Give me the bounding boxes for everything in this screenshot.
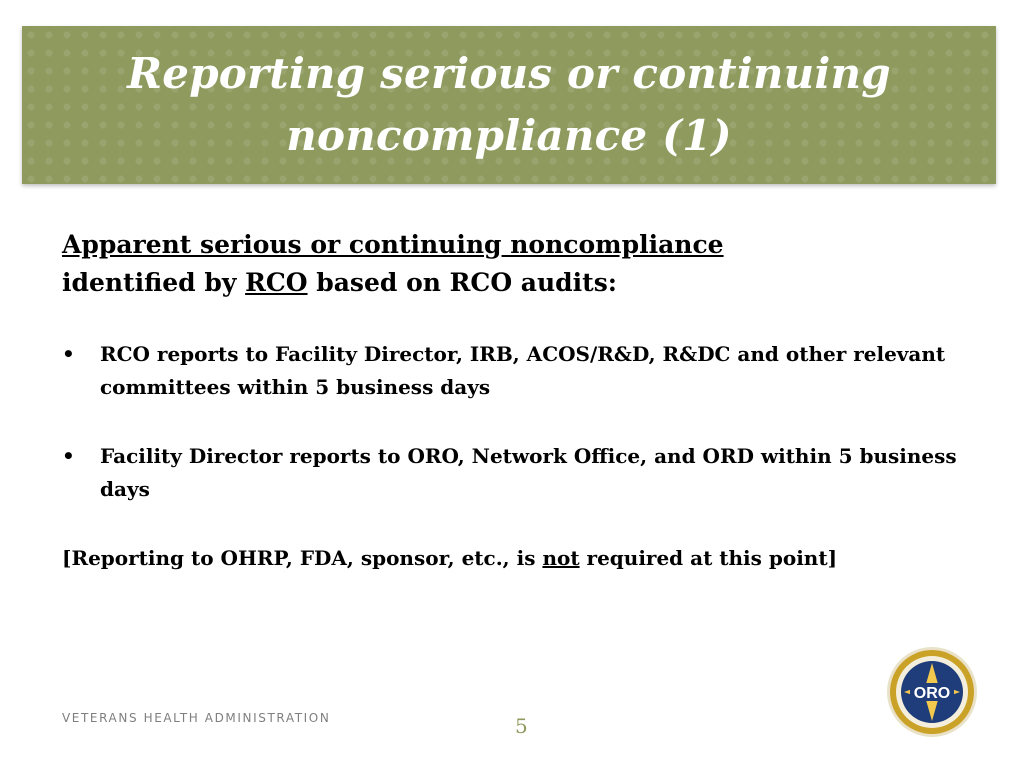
title-line-2: noncompliance (1) <box>286 111 732 160</box>
bullet-mark: • <box>62 444 75 468</box>
section-heading <box>62 226 982 302</box>
title-banner <box>22 26 996 184</box>
heading-underlined: Apparent serious or continuing noncompliance <box>62 230 724 259</box>
note-before: [Reporting to OHRP, FDA, sponsor, etc., is <box>62 546 543 570</box>
slide-title <box>69 43 949 167</box>
note <box>62 542 982 575</box>
bullet-text: Facility Director reports to ORO, Network Office, and ORD within 5 business days <box>100 444 957 501</box>
bullet-item <box>62 338 982 404</box>
note-not: not <box>542 546 580 570</box>
page-number: 5 <box>515 714 528 738</box>
footer-organization: VETERANS HEALTH ADMINISTRATION <box>62 711 331 725</box>
heading-part-1: identified by <box>62 268 246 297</box>
title-line-1: Reporting serious or continuing <box>127 49 891 98</box>
bullet-text: RCO reports to Facility Director, IRB, ACOS/R&D, R&DC and other relevant committees within 5 business days <box>100 342 946 399</box>
heading-rco: RCO <box>245 268 308 297</box>
bullet-list <box>62 338 982 506</box>
note-after: required at this point] <box>579 546 838 570</box>
bullet-item <box>62 440 982 506</box>
heading-part-2: based on RCO audits: <box>307 268 618 297</box>
bullet-mark: • <box>62 342 75 366</box>
oro-seal-icon <box>886 646 978 738</box>
seal-label: ORO <box>913 685 951 702</box>
slide-body <box>62 226 982 575</box>
